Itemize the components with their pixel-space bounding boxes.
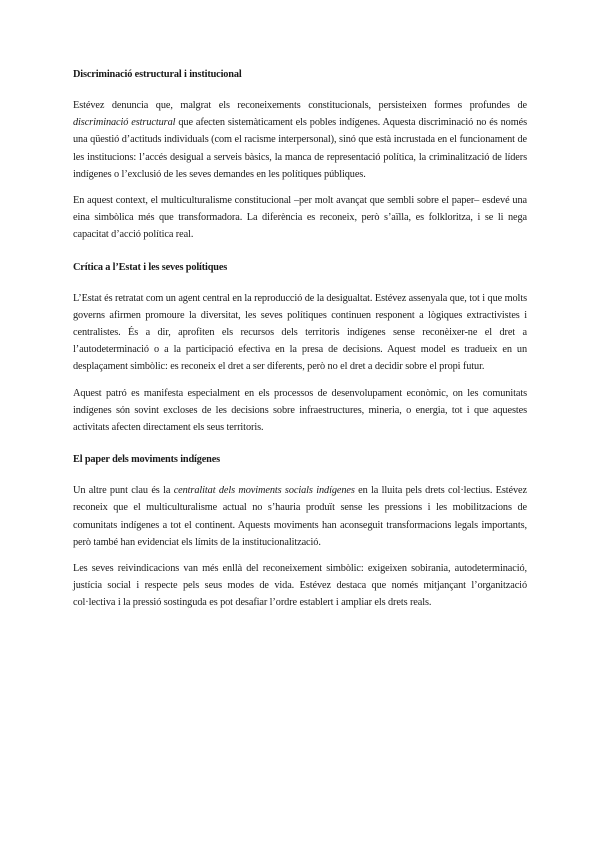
emphasized-term: centralitat dels moviments socials indígenes — [173, 485, 355, 497]
paragraph — [73, 482, 527, 551]
paragraph-text: en la lluita pels drets col·lectius. Estévez reconeix que el multiculturalisme actual no s’hauria produït sense les pressions i les mobilitzacions de comunitats indígenes a tot el continent. Aquests moviments han aconseguit transformacions legals importants, però també han evidenciat els límits de la institucionalització. — [73, 485, 527, 548]
section-heading: Crítica a l’Estat i les seves polítiques — [73, 261, 228, 273]
paragraph: L’Estat és retratat com un agent central en la reproducció de la desigualtat. Estévez assenyala que, tot i que molts governs afirmen promoure la diversitat, les seves polítiques continuen responent a lògiques extractivistes i centralistes. És a dir, aprofiten els recursos dels territoris indígenes sense reconèixer-ne el dret a l’autodeterminació o a la participació efectiva en la presa de decisions. Aquest model es tradueix en un desplaçament simbòlic: es reconeix el dret a ser diferents, però no el dret a decidir sobre el propi futur. — [73, 292, 527, 373]
emphasized-term: discriminació estructural — [73, 117, 176, 129]
paragraph-text: Estévez denuncia que, malgrat els reconeixements constitucionals, persisteixen formes profundes de — [73, 100, 527, 111]
paragraph — [73, 97, 527, 183]
document-page — [73, 67, 527, 621]
section-indigenous-movements — [73, 452, 527, 611]
paragraph: En aquest context, el multiculturalisme constitucional –per molt avançat que sembli sobre el paper– esdevé una eina simbòlica més que transformadora. La diferència es reconeix, però s’aïlla, es folkloritza, i se li nega capacitat d’acció política real. — [73, 195, 527, 241]
section-structural-discrimination — [73, 67, 527, 244]
section-heading: Discriminació estructural i institucional — [73, 69, 242, 80]
paragraph-text: que afecten sistemàticament els pobles indígenes. Aquesta discriminació no és només una qüestió d’actituds individuals (com el racisme interpersonal), sinó que està incrustada en el funcionament de les institucions: l’accés desigual a serveis bàsics, la manca de representació política, la criminalització de líders indígenes o l’exclusió de les seves demandes en les polítiques públiques. — [73, 117, 527, 180]
section-state-critique — [73, 260, 527, 437]
paragraph-text: Un altre punt clau és la — [73, 485, 174, 497]
section-heading: El paper dels moviments indígenes — [73, 454, 221, 466]
paragraph: Les seves reivindicacions van més enllà del reconeixement simbòlic: exigeixen sobirania, autodeterminació, justícia social i respecte pels seus modes de vida. Estévez destaca que només mitjançant l’organització col·lectiva i la pressió sostinguda es pot desafiar l’ordre establert i ampliar els drets reals. — [73, 563, 527, 609]
paragraph: Aquest patró es manifesta especialment en els processos de desenvolupament econòmic, on les comunitats indígenes són sovint excloses de les decisions sobre infraestructures, mineria, o energia, tot i que aquestes activitats afecten directament els seus territoris. — [73, 387, 527, 434]
